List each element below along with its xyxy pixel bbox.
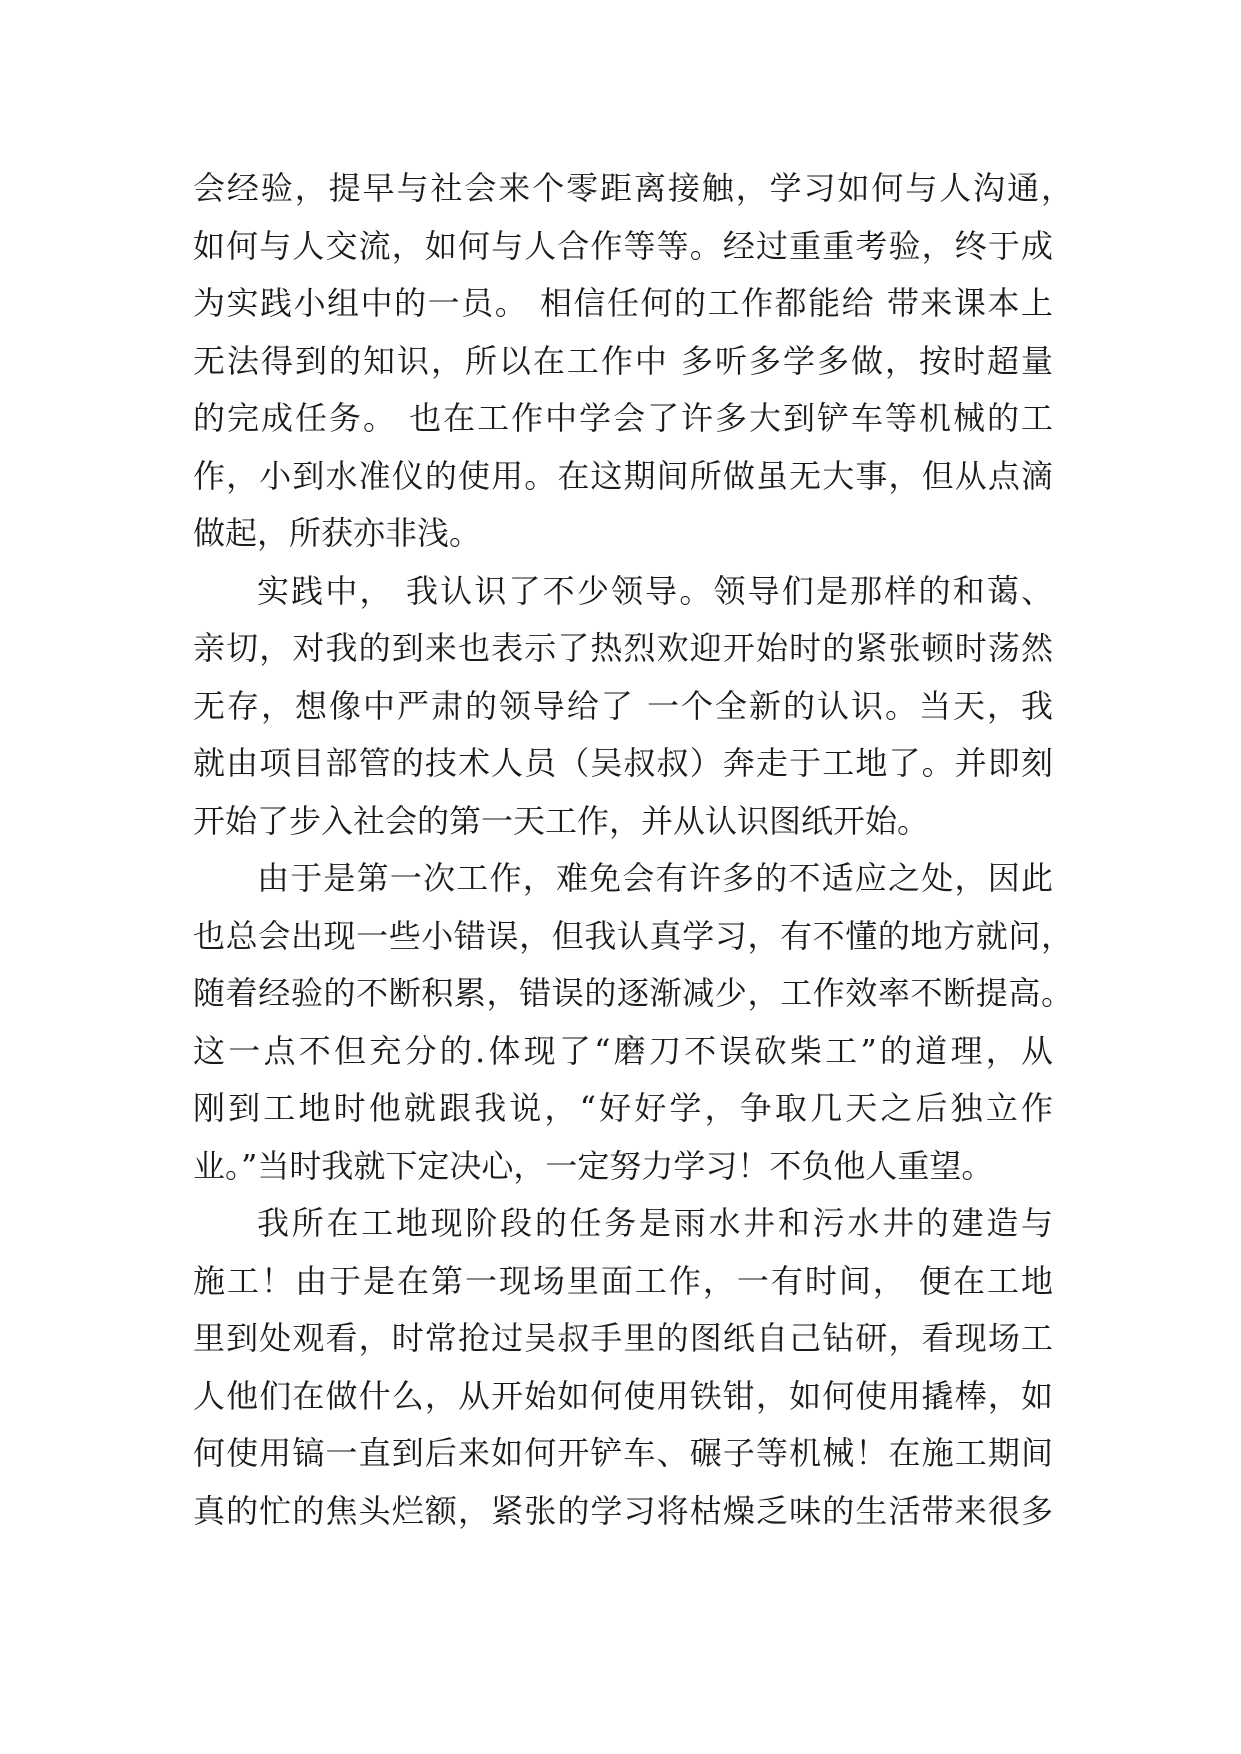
text-line: 随着经验的不断积累，错误的逐渐减少，工作效率不断提高。 [193, 974, 1073, 1012]
paragraph-3 [193, 850, 1073, 1195]
text-line: 由于是第一次工作，难免会有许多的不适应之处，因此 [257, 859, 1053, 897]
paragraph-4 [193, 1195, 1053, 1540]
text-line: 何使用镐一直到后来如何开铲车、碾子等机械！在施工期间 [193, 1434, 1053, 1472]
text-line: 真的忙的焦头烂额，紧张的学习将枯燥乏味的生活带来很多 [193, 1491, 1053, 1530]
text-line: 无存，想像中严肃的领导给了 一个全新的认识。当天，我 [193, 686, 1053, 725]
text-line: 我所在工地现阶段的任务是雨水井和污水井的建造与 [257, 1204, 1053, 1242]
text-line: 无法得到的知识，所以在工作中 多听多学多做，按时超量 [193, 341, 1053, 380]
document-body [193, 160, 1073, 1540]
text-line: 里到处观看，时常抢过吴叔手里的图纸自己钻研，看现场工 [193, 1319, 1053, 1357]
paragraph-2 [193, 563, 1053, 851]
text-line: 开始了步入社会的第一天工作，并从认识图纸开始。 [193, 801, 930, 840]
text-line: 为实践小组中的一员。 相信任何的工作都能给 带来课本上 [193, 284, 1053, 322]
text-line: 施工！由于是在第一现场里面工作，一有时间， 便在工地 [193, 1261, 1053, 1300]
text-line: 的完成任务。 也在工作中学会了许多大到铲车等机械的工 [193, 399, 1053, 437]
text-line: 刚到工地时他就跟我说，“好好学，争取几天之后独立作 [193, 1089, 1053, 1127]
text-line: 就由项目部管的技术人员（吴叔叔）奔走于工地了。并即刻 [193, 744, 1053, 782]
text-line: 实践中， 我认识了不少领导。领导们是那样的和蔼、 [257, 571, 1053, 610]
text-line: 作，小到水准仪的使用。在这期间所做虽无大事，但从点滴 [193, 456, 1053, 495]
text-line: 如何与人交流，如何与人合作等等。经过重重考验，终于成 [193, 226, 1053, 265]
text-line: 人他们在做什么，从开始如何使用铁钳，如何使用撬棒，如 [193, 1376, 1053, 1415]
paragraph-1 [193, 160, 1073, 563]
text-line: 亲切，对我的到来也表示了热烈欢迎开始时的紧张顿时荡然 [193, 629, 1053, 667]
text-line: 做起，所获亦非浅。 [193, 514, 482, 552]
text-line: 这一点不但充分的.体现了“磨刀不误砍柴工”的道理，从 [193, 1031, 1053, 1070]
text-line: 也总会出现一些小错误，但我认真学习，有不懂的地方就问， [193, 916, 1073, 955]
text-line: 业。”当时我就下定决心，一定努力学习！不负他人重望。 [193, 1146, 994, 1185]
text-line: 会经验，提早与社会来个零距离接触，学习如何与人沟通， [193, 169, 1073, 207]
